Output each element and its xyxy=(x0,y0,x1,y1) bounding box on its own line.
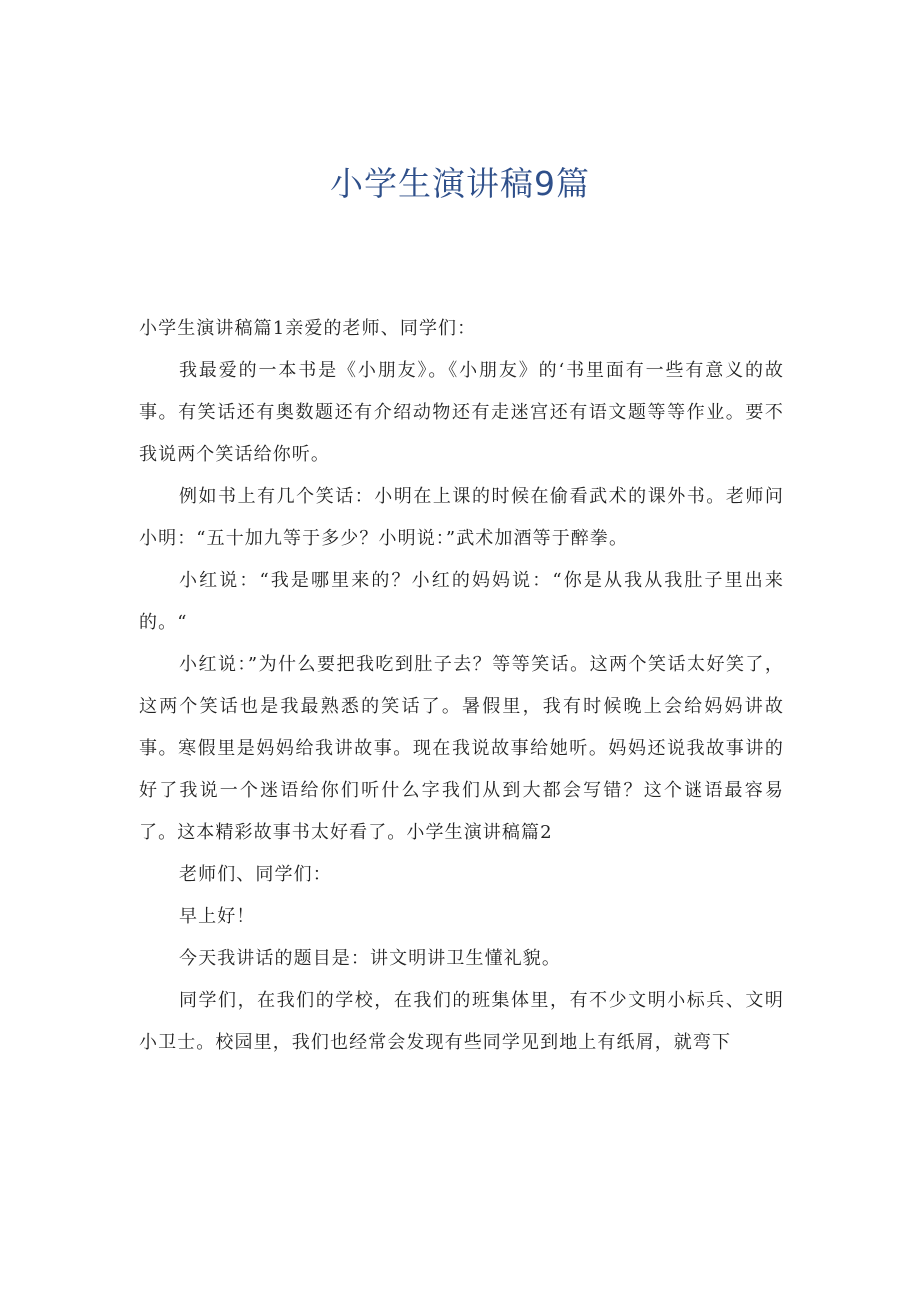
paragraph: 小学生演讲稿篇1亲爱的老师、同学们： xyxy=(139,318,477,339)
paragraph: 例如书上有几个笑话：小明在上课的时候在偷看武术的课外书。老师问小明：“五十加九等于多少？小明说：”武术加酒等于醉拳。 xyxy=(139,486,784,549)
document-body xyxy=(139,308,784,1064)
paragraph: 同学们，在我们的学校，在我们的班集体里，有不少文明小标兵、文明小卫士。校园里，我们也经常会发现有些同学见到地上有纸屑，就弯下 xyxy=(139,990,784,1053)
paragraph: 小红说：”为什么要把我吃到肚子去？等等笑话。这两个笑话太好笑了，这两个笑话也是我最熟悉的笑话了。暑假里，我有时候晚上会给妈妈讲故事。寒假里是妈妈给我讲故事。现在我说故事给她听。妈妈还说我故事讲的好了我说一个迷语给你们听什么字我们从到大都会写错？这个谜语最容易了。这本精彩故事书太好看了。小学生演讲稿篇2 xyxy=(139,654,784,843)
paragraph: 我最爱的一本书是《小朋友》。《小朋友》的‘书里面有一些有意义的故事。有笑话还有奥数题还有介绍动物还有走迷宫还有语文题等等作业。要不我说两个笑话给你听。 xyxy=(139,360,784,465)
paragraph: 今天我讲话的题目是：讲文明讲卫生懂礼貌。 xyxy=(179,948,561,969)
paragraph: 小红说：“我是哪里来的？小红的妈妈说：“你是从我从我肚子里出来的。“ xyxy=(139,570,784,633)
document-title: 小学生演讲稿9篇 xyxy=(330,164,590,203)
paragraph: 老师们、同学们： xyxy=(179,864,332,885)
paragraph: 早上好！ xyxy=(179,906,256,927)
